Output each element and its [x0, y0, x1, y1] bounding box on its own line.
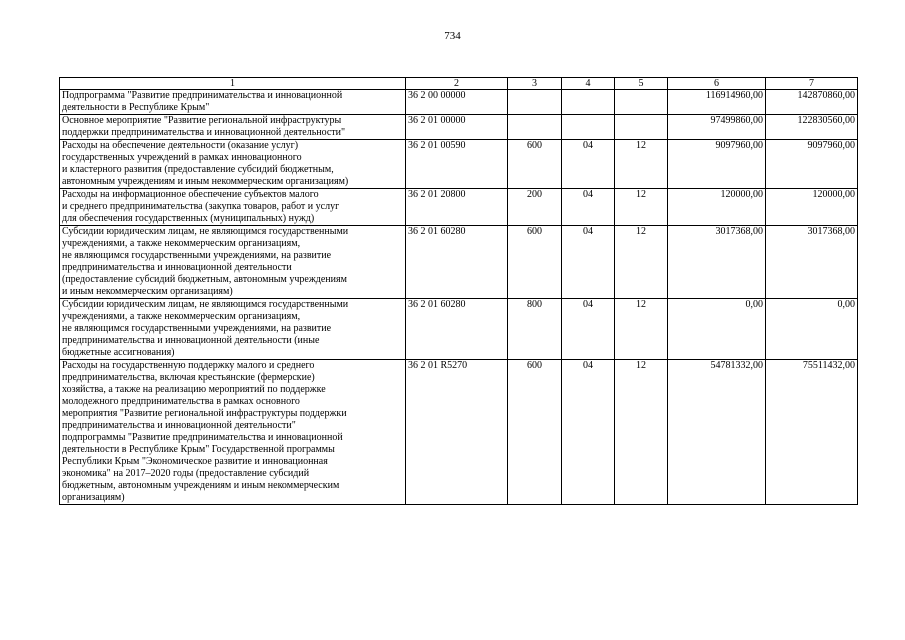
table-row	[60, 189, 858, 226]
column-header: 5	[615, 78, 668, 90]
amount-year2-cell: 75511432,00	[766, 360, 858, 505]
section-cell: 04	[562, 299, 615, 360]
amount-year2-cell: 3017368,00	[766, 226, 858, 299]
expense-name-cell	[60, 115, 406, 140]
expense-name-line: мероприятия "Развитие региональной инфраструктуры поддержки	[62, 408, 347, 419]
section-cell: 04	[562, 226, 615, 299]
expense-type-cell: 600	[508, 226, 562, 299]
expense-type-cell	[508, 115, 562, 140]
expense-name-line: Субсидии юридическим лицам, не являющимся государственными	[62, 226, 349, 237]
subsection-cell	[615, 115, 668, 140]
target-code-cell: 36 2 01 60280	[406, 299, 508, 360]
expense-name-line: поддержки предпринимательства и инновационной деятельности"	[62, 127, 346, 138]
expense-name-line: и среднего предпринимательства (закупка товаров, работ и услуг	[62, 201, 340, 212]
table-row	[60, 360, 858, 505]
budget-table	[59, 77, 858, 505]
expense-name-line: молодежного предпринимательства в рамках основного	[62, 396, 300, 407]
expense-name-line: предпринимательства и инновационной деятельности	[62, 262, 292, 273]
target-code-cell: 36 2 01 00000	[406, 115, 508, 140]
target-code-cell: 36 2 01 00590	[406, 140, 508, 189]
amount-year1-cell: 54781332,00	[668, 360, 766, 505]
expense-name-line: Расходы на государственную поддержку малого и среднего	[62, 360, 315, 371]
expense-name-cell	[60, 140, 406, 189]
target-code-cell: 36 2 01 20800	[406, 189, 508, 226]
expense-name-line: автономным учреждениям и иным некоммерческим организациям)	[62, 176, 349, 187]
expense-name-line: не являющимся государственными учреждениями, на развитие	[62, 323, 332, 334]
expense-type-cell: 600	[508, 140, 562, 189]
expense-type-cell: 800	[508, 299, 562, 360]
target-code-cell: 36 2 01 60280	[406, 226, 508, 299]
expense-name-line: бюджетным, автономным учреждениям и иным некоммерческим	[62, 480, 340, 491]
amount-year1-cell: 97499860,00	[668, 115, 766, 140]
expense-name-line: организациям)	[62, 492, 125, 503]
section-cell: 04	[562, 360, 615, 505]
amount-year2-cell: 122830560,00	[766, 115, 858, 140]
subsection-cell: 12	[615, 140, 668, 189]
expense-name-line: государственных учреждений в рамках инновационного	[62, 152, 302, 163]
table-row	[60, 115, 858, 140]
expense-type-cell: 200	[508, 189, 562, 226]
expense-name-line: бюджетные ассигнования)	[62, 347, 175, 358]
section-cell	[562, 115, 615, 140]
section-cell: 04	[562, 140, 615, 189]
expense-name-line: не являющимся государственными учреждениями, на развитие	[62, 250, 332, 261]
target-code-cell: 36 2 00 00000	[406, 90, 508, 115]
subsection-cell: 12	[615, 226, 668, 299]
amount-year1-cell: 0,00	[668, 299, 766, 360]
table-row	[60, 140, 858, 189]
column-header: 1	[60, 78, 406, 90]
expense-name-line: предпринимательства и инновационной деятельности"	[62, 420, 296, 431]
amount-year1-cell: 116914960,00	[668, 90, 766, 115]
amount-year1-cell: 120000,00	[668, 189, 766, 226]
expense-type-cell	[508, 90, 562, 115]
subsection-cell: 12	[615, 360, 668, 505]
expense-name-line: деятельности в Республике Крым"	[62, 102, 210, 113]
expense-name-line: для обеспечения государственных (муниципальных) нужд)	[62, 213, 315, 224]
expense-name-cell	[60, 226, 406, 299]
expense-name-line: хозяйства, а также на реализацию мероприятий по поддержке	[62, 384, 326, 395]
table-row	[60, 226, 858, 299]
expense-name-line: и кластерного развития (предоставление субсидий бюджетным,	[62, 164, 334, 175]
subsection-cell: 12	[615, 189, 668, 226]
page-number: 734	[444, 30, 461, 42]
amount-year2-cell: 9097960,00	[766, 140, 858, 189]
expense-name-line: Подпрограмма "Развитие предпринимательства и инновационной	[62, 90, 343, 101]
table-row	[60, 90, 858, 115]
expense-name-cell	[60, 299, 406, 360]
expense-name-line: Расходы на информационное обеспечение субъектов малого	[62, 189, 319, 200]
target-code-cell: 36 2 01 R5270	[406, 360, 508, 505]
expense-name-line: деятельности в Республике Крым" Государственной программы	[62, 444, 335, 455]
amount-year1-cell: 9097960,00	[668, 140, 766, 189]
column-header: 2	[406, 78, 508, 90]
amount-year2-cell: 120000,00	[766, 189, 858, 226]
expense-name-line: учреждениями, а также некоммерческим организациям,	[62, 238, 301, 249]
column-header: 6	[668, 78, 766, 90]
expense-name-line: Республики Крым "Экономическое развитие и инновационная	[62, 456, 328, 467]
column-header: 7	[766, 78, 858, 90]
column-header: 3	[508, 78, 562, 90]
expense-name-cell	[60, 90, 406, 115]
expense-type-cell: 600	[508, 360, 562, 505]
expense-name-line: (предоставление субсидий бюджетным, автономным учреждениям	[62, 274, 347, 285]
expense-name-line: учреждениями, а также некоммерческим организациям,	[62, 311, 301, 322]
expense-name-line: Расходы на обеспечение деятельности (оказание услуг)	[62, 140, 299, 151]
subsection-cell	[615, 90, 668, 115]
amount-year1-cell: 3017368,00	[668, 226, 766, 299]
amount-year2-cell: 142870860,00	[766, 90, 858, 115]
section-cell: 04	[562, 189, 615, 226]
expense-name-line: Субсидии юридическим лицам, не являющимся государственными	[62, 299, 349, 310]
amount-year2-cell: 0,00	[766, 299, 858, 360]
expense-name-cell	[60, 360, 406, 505]
column-number-row	[60, 78, 858, 90]
expense-name-line: Основное мероприятие "Развитие региональной инфраструктуры	[62, 115, 342, 126]
expense-name-line: и иным некоммерческим организациям)	[62, 286, 233, 297]
subsection-cell: 12	[615, 299, 668, 360]
section-cell	[562, 90, 615, 115]
expense-name-line: подпрограммы "Развитие предпринимательства и инновационной	[62, 432, 343, 443]
expense-name-cell	[60, 189, 406, 226]
expense-name-line: экономика" на 2017–2020 годы (предоставление субсидий	[62, 468, 310, 479]
expense-name-line: предпринимательства, включая крестьянские (фермерские)	[62, 372, 315, 383]
column-header: 4	[562, 78, 615, 90]
expense-name-line: предпринимательства и инновационной деятельности (иные	[62, 335, 320, 346]
table-row	[60, 299, 858, 360]
